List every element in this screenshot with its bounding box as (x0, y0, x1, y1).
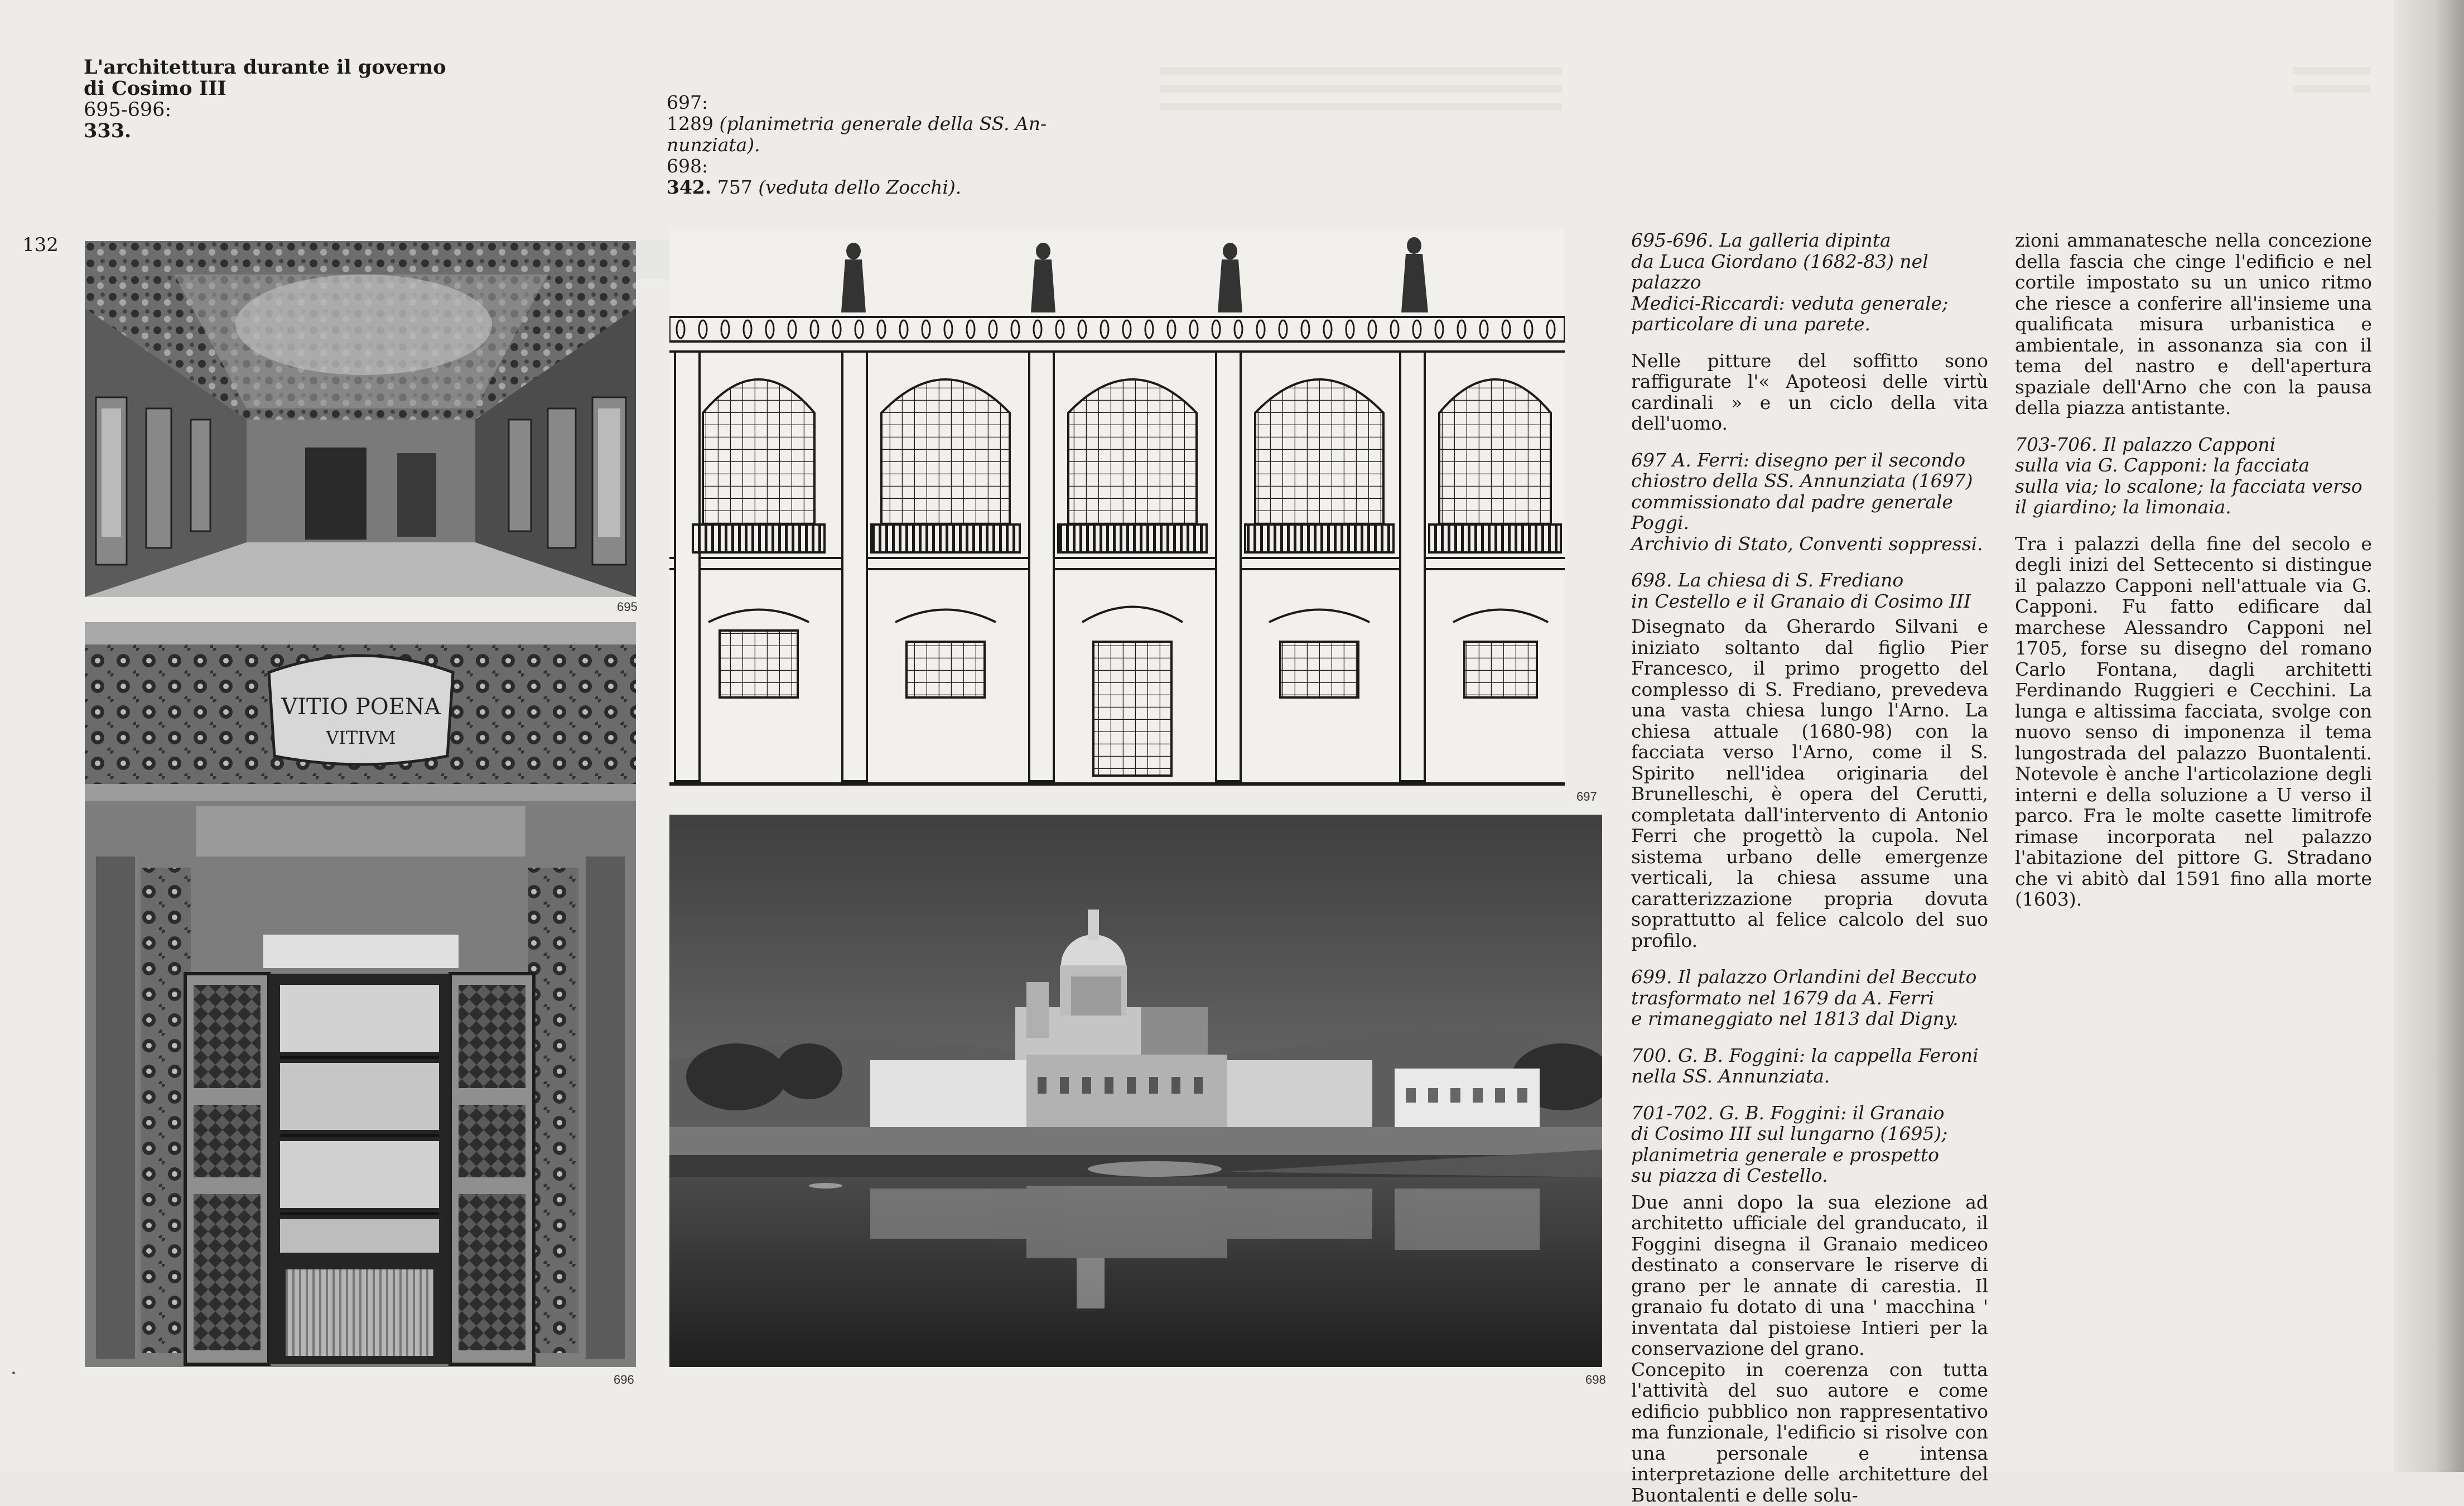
figure-references (667, 92, 1047, 198)
caption-703-706-line1: 703-706. Il palazzo Capponi (2015, 433, 2276, 455)
caption-703-706-line4: il giardino; la limonaia. (2015, 496, 2231, 518)
page-number: 132 (22, 234, 59, 256)
ref-698-text (667, 177, 1047, 198)
ref-698-number: 757 (717, 176, 753, 198)
caption-703-706-line2: sulla via G. Capponi: la facciata (2015, 454, 2310, 476)
caption-699-line2: trasformato nel 1679 da A. Ferri (1631, 987, 1935, 1009)
ref-697-number: 1289 (667, 113, 713, 134)
chapter-title (84, 57, 446, 142)
caption-703-706-line3: sulla via; lo scalone; la facciata verso (2015, 475, 2362, 497)
bleed-through-text (1160, 67, 1562, 117)
caption-701-702-line1: 701-702. G. B. Foggini: il Granaio (1631, 1101, 1945, 1124)
caption-699 (1631, 966, 1988, 1029)
ref-698-desc: (veduta dello Zocchi). (758, 176, 962, 198)
book-gutter-shadow (2393, 0, 2464, 1472)
caption-698-line1: 698. La chiesa di S. Frediano (1631, 569, 1904, 591)
figure-number-697: 697 (1576, 790, 1597, 803)
caption-701-702 (1631, 1103, 1988, 1186)
caption-695-696 (1631, 230, 1988, 335)
caption-698-line2: in Cestello e il Granaio di Cosimo III (1631, 590, 1971, 612)
photo-698-san-frediano (669, 815, 1602, 1367)
caption-700 (1631, 1045, 1988, 1087)
paragraph-701-702-b: Concepito in coerenza con tutta l'attività del suo autore e come edificio pubblico non rappresentativo ma funzionale, l'edificio si risolve con una personale e intensa interpretazione delle architetture del Buontalenti e delle solu- (1631, 1358, 1988, 1506)
ref-698-label: 698: (667, 155, 708, 177)
caption-700-line1: 700. G. B. Foggini: la cappella Feroni (1631, 1044, 1979, 1066)
photo-696-wall-detail (85, 622, 636, 1367)
bleed-through-text (2293, 67, 2371, 100)
caption-695-696-line2: da Luca Giordano (1682-83) nel palazzo (1631, 250, 1928, 293)
caption-695-696-line1: 695-696. La galleria dipinta (1631, 229, 1891, 251)
river-view-illustration (669, 815, 1602, 1367)
plaque-text-line1: VITIO POENA (281, 694, 441, 720)
gallery-illustration (85, 241, 636, 597)
paragraph-granaio-cont: zioni ammanatesche nella concezione della fascia che cinge l'edificio e nel cortile impostato su un unico ritmo che riesce a conferire all'insieme una qualificata misura urbanistica e ambientale, in assonanza sia con il tema del nastro e dell'apertura spaziale dell'Arno che con la pausa della piazza antistante. (2015, 229, 2372, 418)
caption-697-line4: Archivio di Stato, Conventi soppressi. (1631, 532, 1983, 555)
caption-697-line1: 697 A. Ferri: disegno per il secondo (1631, 449, 1966, 471)
chapter-title-line2: di Cosimo III (84, 77, 226, 100)
caption-703-706 (2015, 434, 2372, 518)
chapter-ref-line1: 695-696: (84, 99, 172, 121)
paragraph-701-702-a: Due anni dopo la sua elezione ad architetto ufficiale del granducato, il Foggini disegna il Granaio mediceo destinato a conservare le riserve di grano per le annate di carestia. Il granaio fu dotato di una ' macchina ' inventata dal pistoiese Intieri per la conservazione del grano. (1631, 1191, 1988, 1359)
ref-697-text (667, 113, 1047, 134)
paragraph-palazzo-capponi: Tra i palazzi della fine del secolo e degli inizi del Settecento si distingue il palazzo Capponi nell'attuale via G. Capponi. Fu fatto edificare dal marchese Alessandro Capponi nel 1705, forse su disegno del romano Carlo Fontana, dagli architetti Ferdinando Ruggieri e Cecchini. La lunga e altissima facciata, svolge con nuovo senso di imponenza il tema lungostrada del palazzo Buontalenti. Notevole è anche l'articolazione degli interni e della soluzione a U verso il parco. Fra le molte casette limitrofe rimase incorporata nel palazzo l'abitazione del pittore G. Stradano che vi abitò dal 1591 fino alla morte (1603). (2015, 532, 2372, 910)
caption-698 (1631, 570, 1988, 612)
elevation-drawing (669, 229, 1565, 787)
chapter-title-line1: L'architettura durante il governo (84, 56, 446, 79)
wall-detail-illustration (85, 622, 636, 1367)
paragraph-695-696: Nelle pitture del soffitto sono raffigurate l'« Apoteosi delle virtù cardinali » e un ciclo della vita dell'uomo. (1631, 349, 1988, 434)
photo-695-gallery (85, 241, 636, 597)
caption-701-702-line2: di Cosimo III sul lungarno (1695); (1631, 1123, 1948, 1144)
plaque-text-line2: VITIVM (326, 727, 396, 748)
figure-number-696: 696 (614, 1373, 634, 1387)
caption-701-702-line4: su piazza di Cestello. (1631, 1165, 1828, 1186)
ref-697-label: 697: (667, 92, 708, 113)
figure-number-698: 698 (1585, 1373, 1606, 1387)
chapter-ref-line2: 333. (84, 119, 132, 142)
figure-number-695: 695 (617, 600, 638, 614)
caption-697-line3: commissionato dal padre generale Poggi. (1631, 490, 1953, 533)
caption-699-line1: 699. Il palazzo Orlandini del Beccuto (1631, 966, 1977, 988)
caption-700-line2: nella SS. Annunziata. (1631, 1065, 1830, 1087)
ref-697-desc-cont: nunziata). (667, 134, 760, 156)
text-column-2 (2015, 230, 2372, 926)
caption-695-696-line3: Medici-Riccardi: veduta generale; (1631, 292, 1949, 314)
caption-701-702-line3: planimetria generale e prospetto (1631, 1143, 1939, 1166)
drawing-697-cloister-elevation (669, 229, 1565, 787)
caption-697-line2: chiostro della SS. Annunziata (1697) (1631, 470, 1973, 492)
margin-dot (12, 1372, 15, 1374)
caption-699-line3: e rimaneggiato nel 1813 dal Digny. (1631, 1008, 1959, 1029)
paragraph-698: Disegnato da Gherardo Silvani e iniziato soltanto dal figlio Pier Francesco, il primo progetto del complesso di S. Frediano, prevedeva una vasta chiesa lungo l'Arno. La chiesa attuale (1680-98) con la facciata verso l'Arno, come il S. Spirito nell'idea originaria del Brunelleschi, è opera del Cerutti, completata dall'intervento di Antonio Ferri che progettò la cupola. Nel sistema urbano delle emergenze verticali, la chiesa assume una caratterizzazione propria dovuta soprattutto al felice calcolo del suo profilo. (1631, 615, 1988, 951)
ref-697-desc: (planimetria generale della SS. An- (719, 113, 1047, 134)
text-column-1 (1631, 230, 1988, 1505)
ref-698-bold: 342. (667, 176, 712, 198)
caption-695-696-line4: particolare di una parete. (1631, 313, 1870, 335)
caption-697 (1631, 450, 1988, 555)
